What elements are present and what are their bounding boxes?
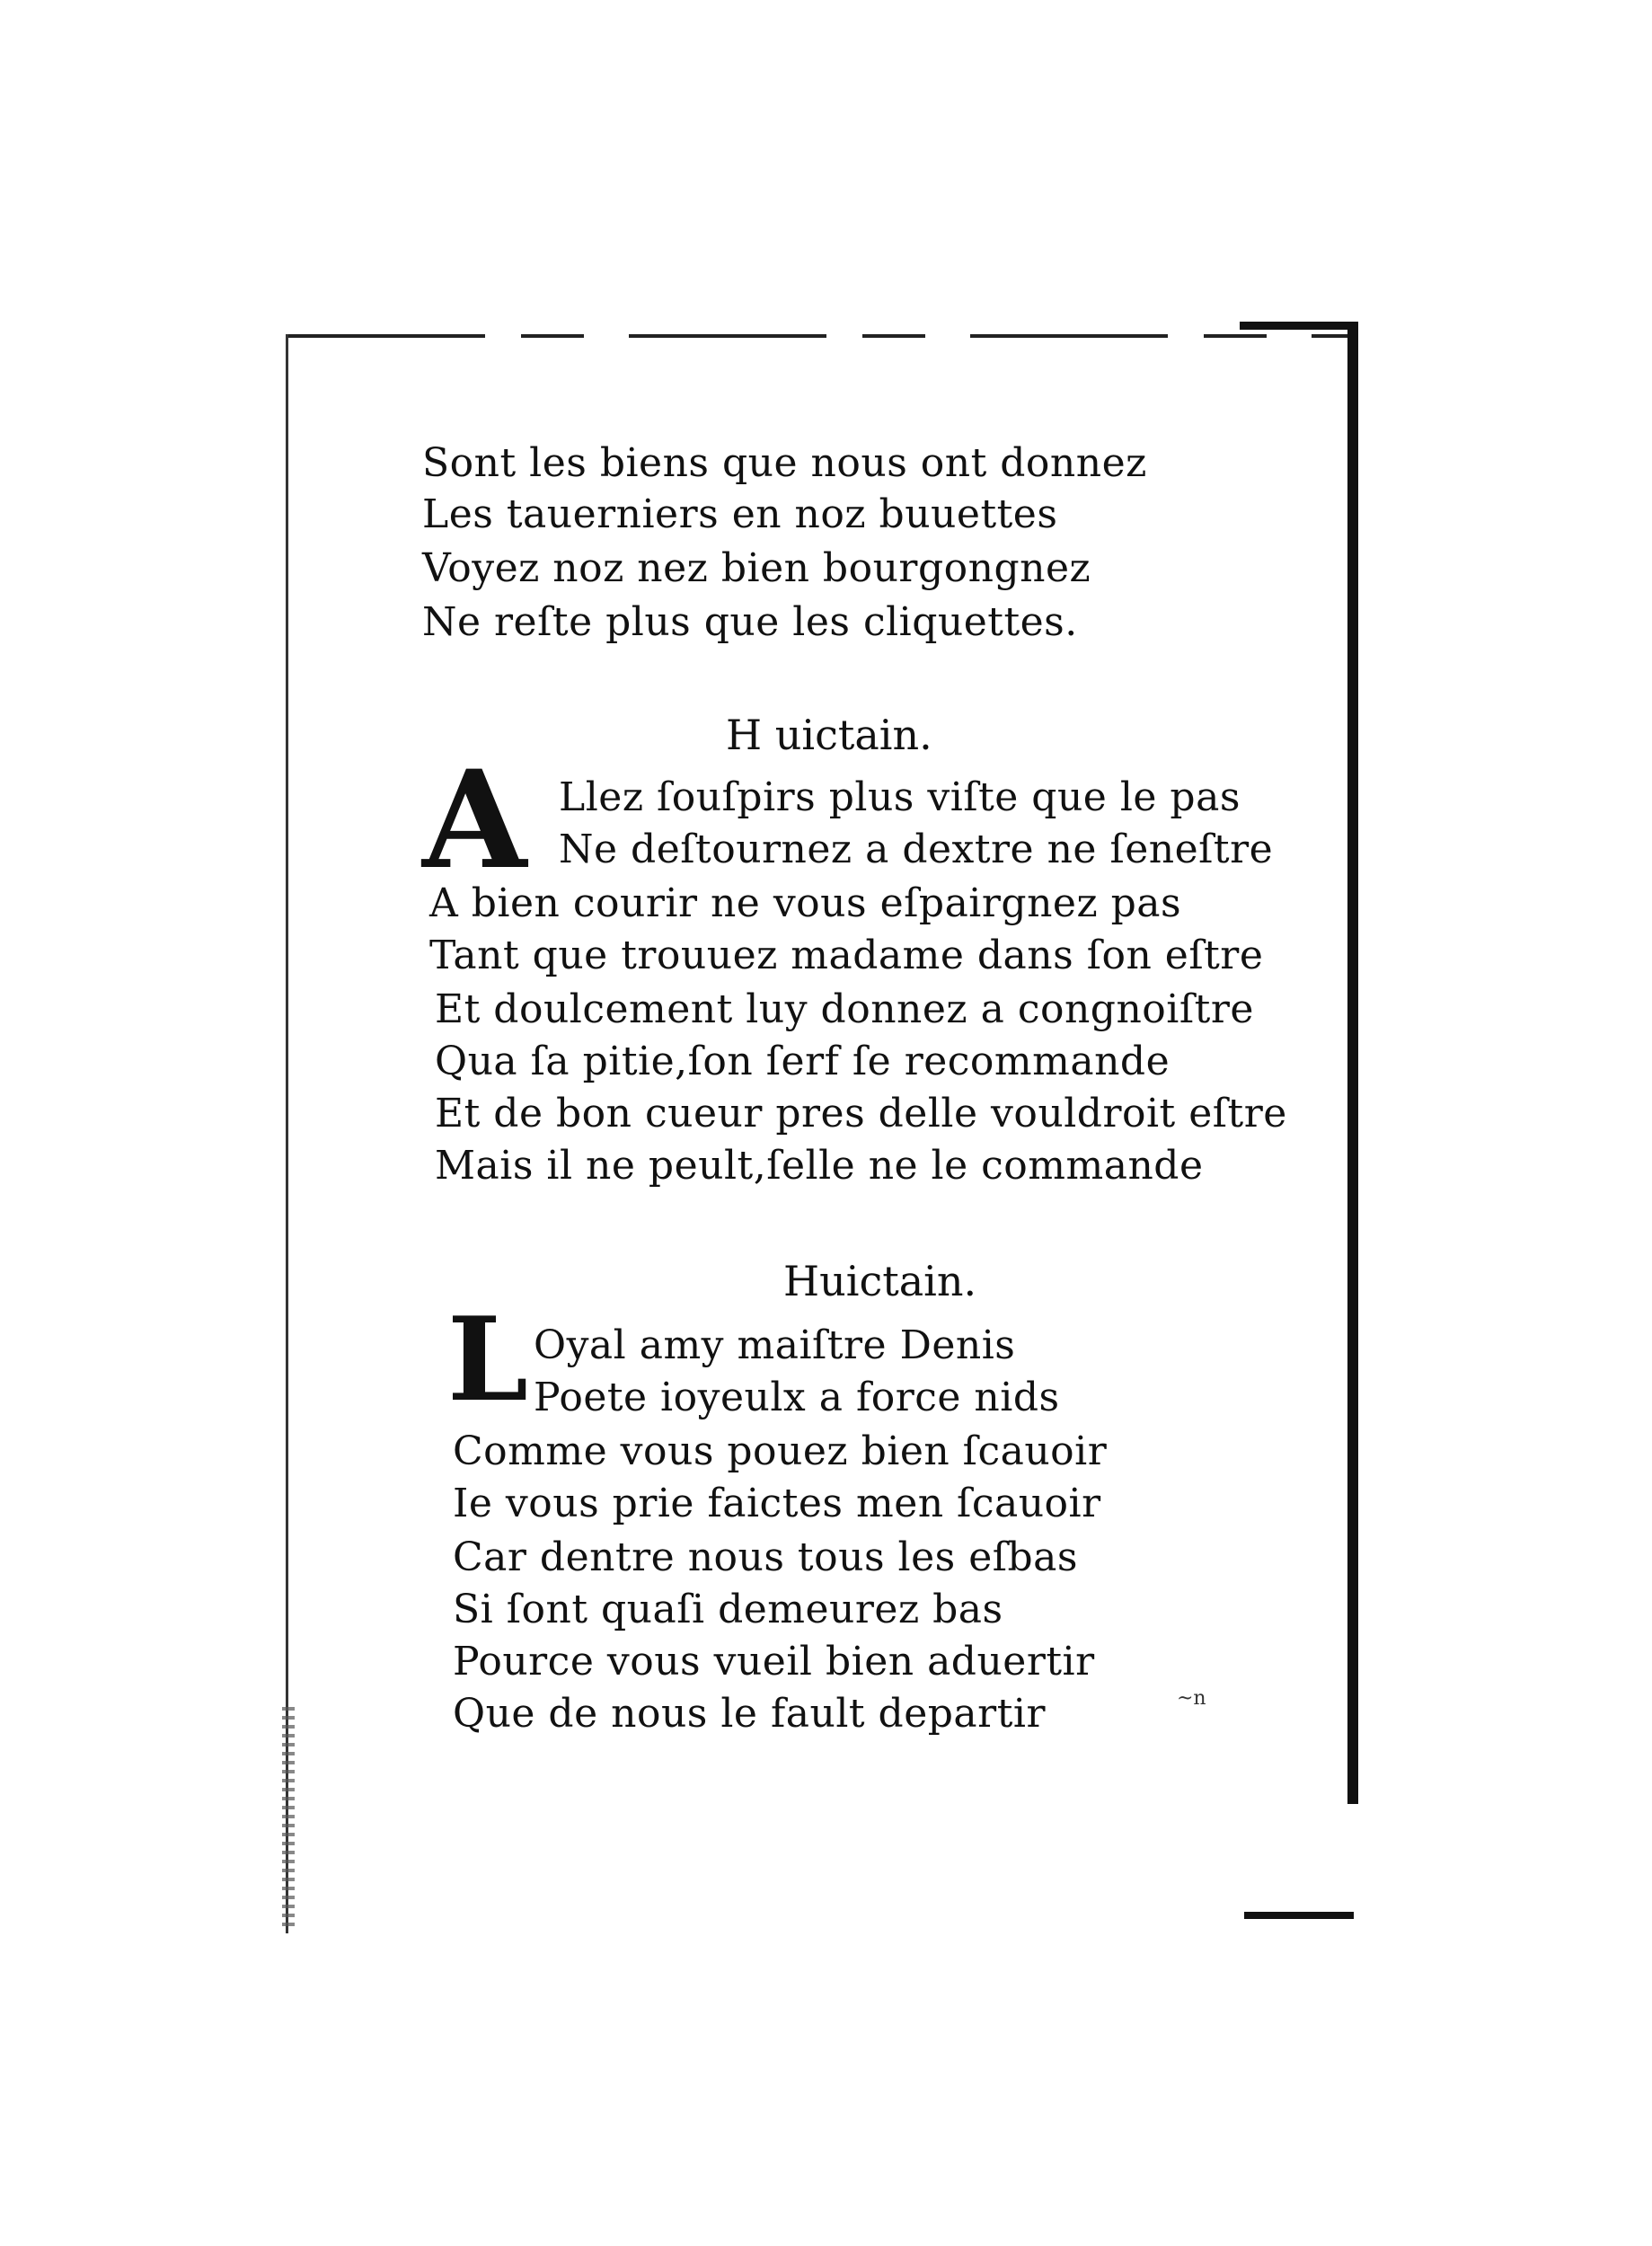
verse-line: Qua ſa pitie,ſon ſerf ſe recommande bbox=[435, 1039, 1171, 1084]
stanza-heading: Huictain. bbox=[783, 1257, 977, 1305]
frame-top-corner bbox=[1240, 322, 1352, 330]
verse-line: Oyal amy maiſtre Denis bbox=[534, 1322, 1016, 1368]
verse-line: Comme vous pouez bien ſcauoir bbox=[453, 1428, 1108, 1474]
verse-line: Voyez noz nez bien bourgongnez bbox=[422, 545, 1091, 591]
verse-line: Que de nous le fault departir bbox=[453, 1691, 1046, 1737]
verse-line: Et doulcement luy donnez a congnoiſtre bbox=[435, 986, 1254, 1032]
verse-line: Sont les biens que nous ont donnez bbox=[422, 440, 1147, 486]
verse-line: Ie vous prie faictes men ſcauoir bbox=[453, 1481, 1101, 1526]
frame-right-bar bbox=[1347, 322, 1358, 1804]
verse-line: Tant que trouuez madame dans ſon eſtre bbox=[429, 933, 1264, 978]
verse-line: Poete ioyeulx a force nids bbox=[534, 1375, 1060, 1420]
verse-line: Si ſont quaſi demeurez bas bbox=[453, 1587, 1003, 1632]
verse-line: Ne reſte plus que les cliquettes. bbox=[422, 599, 1078, 645]
verse-line: Pource vous vueil bien aduertir bbox=[453, 1639, 1095, 1684]
drop-capital: L bbox=[447, 1293, 528, 1428]
frame-bottom-corner bbox=[1244, 1912, 1354, 1919]
stanza-heading: H uictain. bbox=[726, 711, 932, 759]
frame-left-line bbox=[286, 334, 288, 1933]
margin-mark: ~n bbox=[1177, 1687, 1206, 1710]
frame-left-noise bbox=[282, 1707, 295, 1932]
verse-line: Les tauerniers en noz buuettes bbox=[422, 491, 1058, 537]
verse-line: Llez ſouſpirs plus viſte que le pas bbox=[559, 774, 1241, 820]
verse-line: A bien courir ne vous eſpairgnez pas bbox=[429, 880, 1182, 926]
drop-capital: A bbox=[422, 741, 527, 899]
verse-line: Et de bon cueur pres delle vouldroit eſtre bbox=[435, 1091, 1287, 1136]
frame-top-line bbox=[287, 334, 1352, 338]
verse-line: Car dentre nous tous les eſbas bbox=[453, 1534, 1078, 1580]
verse-line: Ne deſtournez a dextre ne ſeneſtre bbox=[559, 827, 1274, 872]
verse-line: Mais il ne peult,ſelle ne le commande bbox=[435, 1143, 1204, 1189]
